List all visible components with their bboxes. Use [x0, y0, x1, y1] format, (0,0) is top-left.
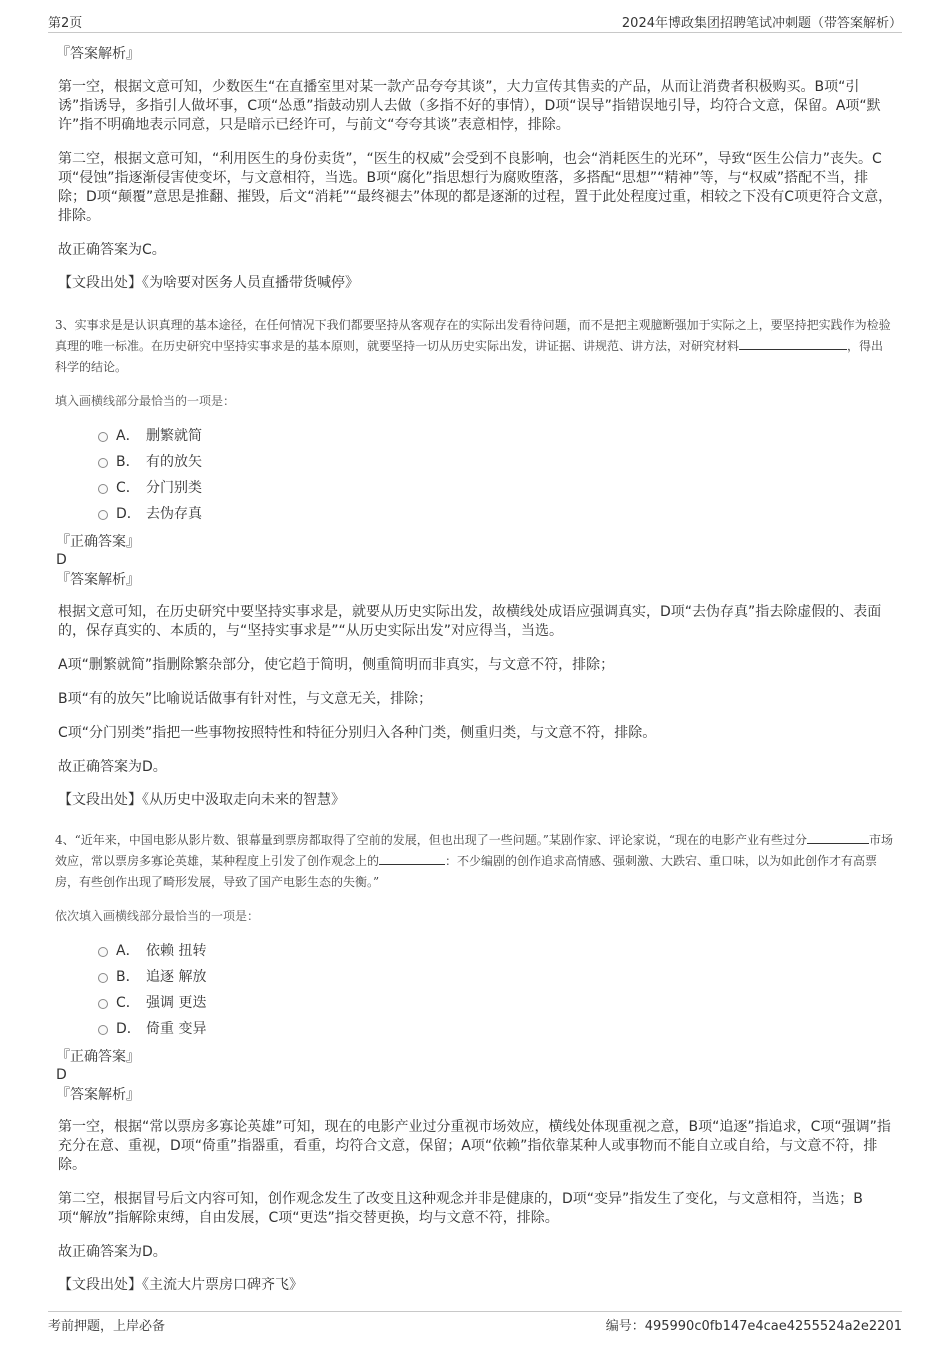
option-b[interactable]: B． 追逐 解放 — [58, 964, 894, 990]
page-footer — [48, 1311, 902, 1334]
option-b[interactable]: B． 有的放矢 — [58, 449, 894, 475]
analysis-label: 『答案解析』 — [56, 46, 140, 62]
analysis-paragraph: A项“删繁就简”指删除繁杂部分，使它趋于简明，侧重简明而非真实，与文意不符，排除； — [58, 657, 615, 673]
radio-icon[interactable] — [98, 973, 108, 983]
analysis-label: 『答案解析』 — [56, 1087, 140, 1103]
correct-answer-label: 『正确答案』 — [56, 534, 140, 550]
fill-blank — [807, 830, 869, 844]
question-3-prompt: 填入画横线部分最恰当的一项是： — [55, 394, 236, 408]
radio-icon[interactable] — [98, 458, 108, 468]
analysis-paragraph: B项“有的放矢”比喻说话做事有针对性，与文意无关，排除； — [58, 691, 433, 707]
option-d[interactable]: D． 倚重 变异 — [58, 1016, 894, 1042]
source-citation: 【文段出处】《主流大片票房口碑齐飞》 — [58, 1277, 303, 1293]
correct-answer-label: 『正确答案』 — [56, 1049, 140, 1065]
analysis-paragraph: 根据文意可知，在历史研究中要坚持实事求是，就要从历史实际出发，故横线处成语应强调真实，D项“去伪存真”指去除虚假的、表面的，保存真实的、本质的，与“坚持实事求是”“从历史实际出发”对应得当，当选。 — [58, 604, 882, 639]
question-4-prompt: 依次填入画横线部分最恰当的一项是： — [55, 909, 260, 923]
analysis-paragraph: C项“分门别类”指把一些事物按照特性和特征分别归入各种门类，侧重归类，与文意不符，排除。 — [58, 725, 657, 741]
radio-icon[interactable] — [98, 484, 108, 494]
analysis-paragraph: 第二空，根据冒号后文内容可知，创作观念发生了改变且这种观念并非是健康的，D项“变异”指发生了变化，与文意相符，当选；B项“解放”指解除束缚，自由发展，C项“更迭”指交替更换，均与文意不符，排除。 — [58, 1191, 863, 1226]
analysis-label: 『答案解析』 — [56, 572, 140, 588]
analysis-paragraph: 第一空，根据文意可知，少数医生“在直播室里对某一款产品夸夸其谈”，大力宣传其售卖的产品，从而让消费者积极购买。B项“引诱”指诱导，多指引人做坏事，C项“怂恿”指鼓动别人去做（多指不好的事情），D项“误导”指错误地引导，均符合文意，保留。A项“默许”指不明确地表示同意，只是暗示已经许可，与前文“夸夸其谈”表意相悖，排除。 — [58, 79, 881, 133]
option-a[interactable]: A． 删繁就简 — [58, 423, 894, 449]
document-body — [55, 40, 894, 1295]
radio-icon[interactable] — [98, 432, 108, 442]
source-citation: 【文段出处】《为啥要对医务人员直播带货喊停》 — [58, 275, 359, 291]
question-4-stem: 4、“近年来，中国电影从影片数、银幕量到票房都取得了空前的发展，但也出现了一些问题。”某剧作家、评论家说，“现在的电影产业有些过分 市场效应，常以票房多寡论英雄，某种程度上引发了创作观念上的 ：不少编剧的创作追求高情感、强刺激、大跌宕、重口味，以为如此创作才有高票房，有些创作出现了畸形发展，导致了国产电影生态的失衡。” — [55, 830, 894, 893]
fill-blank — [739, 336, 847, 350]
conclusion: 故正确答案为D。 — [58, 1244, 167, 1260]
question-3-options — [58, 423, 894, 527]
option-d[interactable]: D． 去伪存真 — [58, 501, 894, 527]
conclusion: 故正确答案为D。 — [58, 759, 167, 775]
question-4-options — [58, 938, 894, 1042]
conclusion: 故正确答案为C。 — [58, 242, 166, 258]
option-c[interactable]: C． 分门别类 — [58, 475, 894, 501]
analysis-paragraph: 第一空，根据“常以票房多寡论英雄”可知，现在的电影产业过分重视市场效应，横线处体现重视之意，B项“追逐”指追求，C项“强调”指充分在意、重视，D项“倚重”指器重，看重，均符合文意，保留；A项“依赖”指依靠某种人或事物而不能自立或自给，与文意不符，排除。 — [58, 1119, 891, 1173]
question-3-stem: 3、实事求是是认识真理的基本途径，在任何情况下我们都要坚持从客观存在的实际出发看待问题，而不是把主观臆断强加于实际之上，要坚持把实践作为检验真理的唯一标准。在历史研究中坚持实事求是的基本原则，就要坚持一切从历史实际出发，讲证据、讲规范、讲方法，对研究材料 ，得出科学的结论。 — [55, 318, 891, 374]
document-code: 编号：495990c0fb147e4cae4255524a2e2201 — [605, 1319, 902, 1334]
page-number: 第2页 — [48, 16, 83, 31]
source-citation: 【文段出处】《从历史中汲取走向未来的智慧》 — [58, 792, 345, 808]
option-a[interactable]: A． 依赖 扭转 — [58, 938, 894, 964]
radio-icon[interactable] — [98, 510, 108, 520]
footer-motto: 考前押题，上岸必备 — [48, 1319, 166, 1334]
correct-answer: D — [56, 1067, 67, 1083]
radio-icon[interactable] — [98, 999, 108, 1009]
analysis-paragraph: 第二空，根据文意可知，“利用医生的身份卖货”，“医生的权威”会受到不良影响，也会“消耗医生的光环”，导致“医生公信力”丧失。C项“侵蚀”指逐渐侵害使变坏，与文意相符，当选。B项“腐化”指思想行为腐败堕落，多搭配“思想”“精神”等，与“权威”搭配不当，排除；D项“颠覆”意思是推翻、摧毁，后文“消耗”“最终褪去”体现的都是逐渐的过程，置于此处程度过重，相较之下没有C项更符合文意，排除。 — [58, 151, 893, 224]
page-header — [48, 10, 902, 33]
option-c[interactable]: C． 强调 更迭 — [58, 990, 894, 1016]
radio-icon[interactable] — [98, 1025, 108, 1035]
document-title: 2024年博政集团招聘笔试冲刺题（带答案解析） — [621, 16, 902, 31]
correct-answer: D — [56, 552, 67, 568]
fill-blank — [379, 851, 445, 865]
radio-icon[interactable] — [98, 947, 108, 957]
